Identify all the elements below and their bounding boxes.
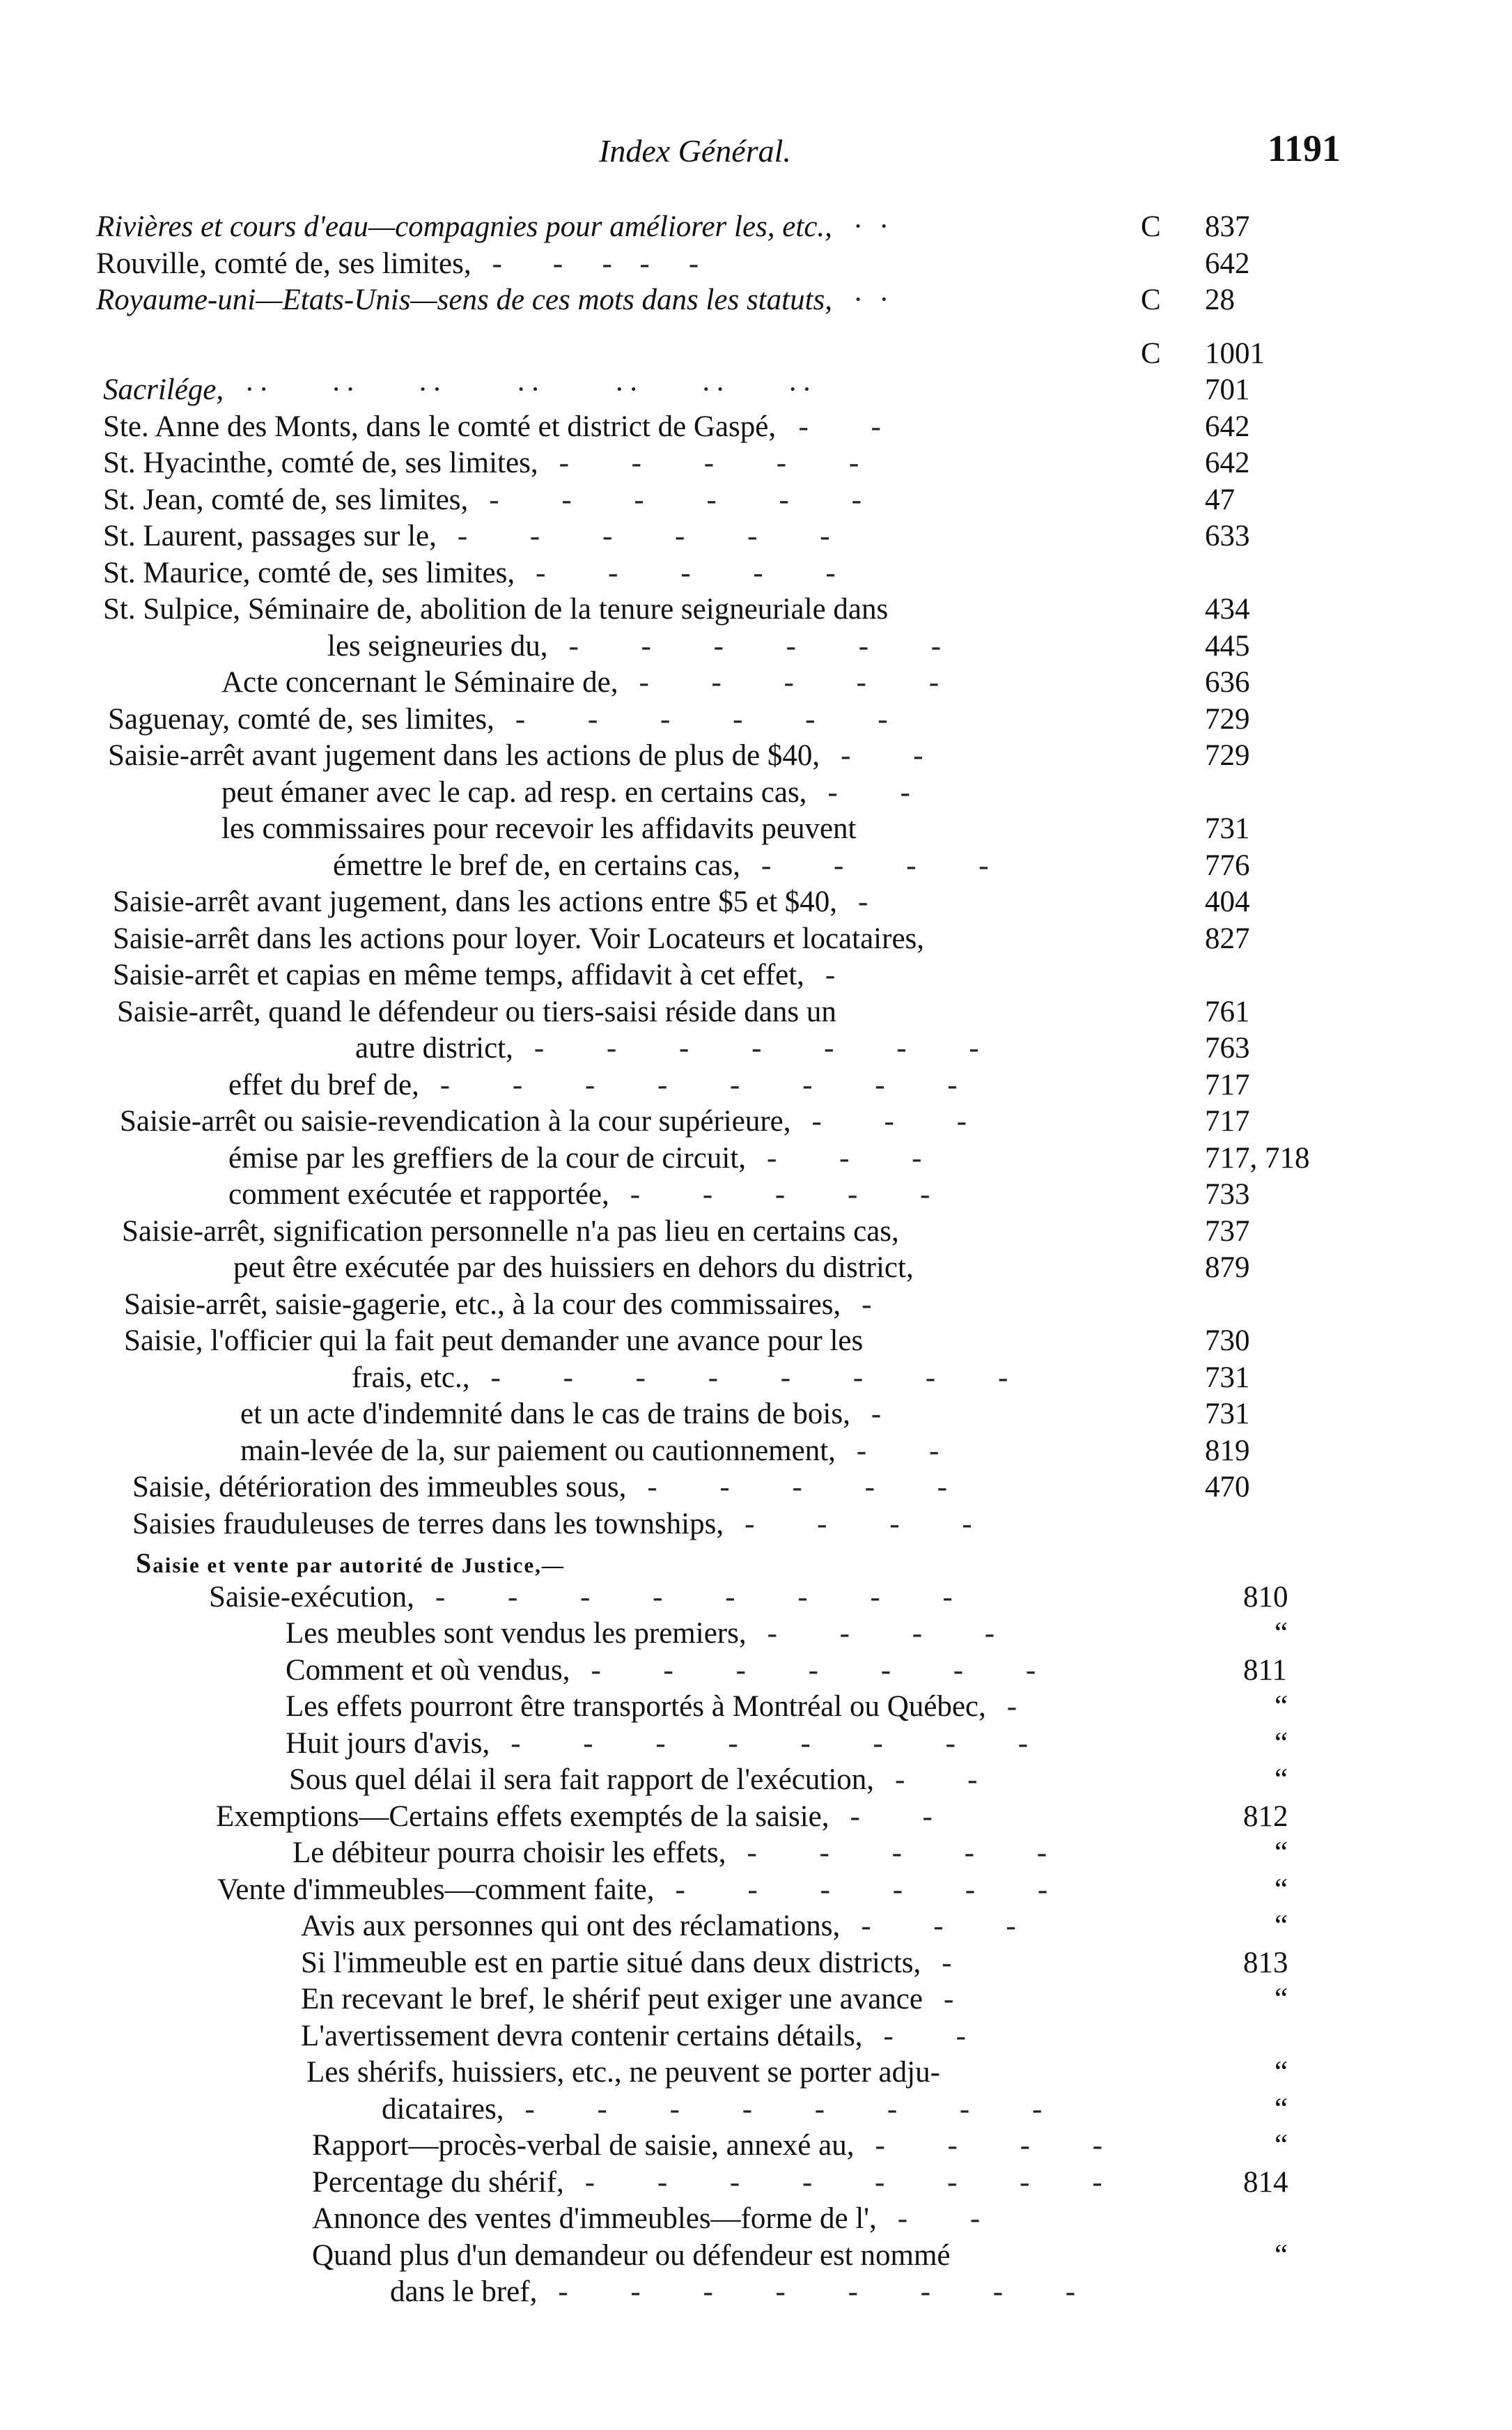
index-entry bbox=[0, 1689, 1512, 1726]
page-reference: “ bbox=[1275, 1836, 1288, 1869]
entry-text: autre district, bbox=[355, 1032, 513, 1065]
entry-text: En recevant le bref, le shérif peut exiger une avance bbox=[301, 1983, 923, 2015]
index-entry bbox=[0, 372, 1512, 409]
leader-dashes: · · bbox=[853, 284, 894, 316]
entry-text: Saisie-arrêt dans les actions pour loyer. Voir Locateurs et locataires, bbox=[113, 922, 925, 955]
volume-letter: C bbox=[1141, 210, 1161, 243]
page-reference: “ bbox=[1275, 1690, 1288, 1723]
index-entry bbox=[0, 336, 1512, 373]
index-entry bbox=[0, 1835, 1512, 1872]
index-entry bbox=[0, 518, 1512, 555]
page-reference: “ bbox=[1275, 2092, 1288, 2126]
page-reference: 633 bbox=[1205, 520, 1250, 552]
leader-dashes: - - - - - - - - bbox=[524, 2092, 1047, 2126]
index-entry bbox=[0, 2054, 1512, 2091]
leader-dashes: - bbox=[943, 1983, 958, 2015]
entry-text: Exemptions—Certains effets exemptés de la saisie, bbox=[216, 1800, 829, 1833]
index-entry bbox=[0, 1726, 1512, 1763]
leader-dashes: - - bbox=[850, 1800, 937, 1833]
leader-dashes: - bbox=[1006, 1690, 1022, 1723]
entry-text: Si l'immeuble est en partie situé dans deux districts, bbox=[301, 1946, 921, 1979]
page-reference: 642 bbox=[1205, 410, 1250, 443]
index-entry bbox=[0, 1542, 1512, 1579]
index-entry bbox=[0, 1908, 1512, 1945]
page-reference: 761 bbox=[1205, 995, 1250, 1028]
entry-text: et un acte d'indemnité dans le cas de trains de bois, bbox=[240, 1398, 850, 1430]
page-reference: 1001 bbox=[1205, 336, 1265, 370]
index-entry bbox=[0, 1360, 1512, 1397]
entry-text: Comment et où vendus, bbox=[286, 1653, 570, 1687]
leader-dashes: ·· ·· ·· ·· ·· ·· ·· bbox=[244, 373, 816, 406]
index-entry bbox=[0, 282, 1512, 319]
page-reference: 813 bbox=[1243, 1946, 1288, 1979]
entry-text: comment exécutée et rapportée, bbox=[228, 1178, 609, 1211]
entry-text: Huit jours d'avis, bbox=[286, 1726, 490, 1760]
entry-text: Acte concernant le Séminaire de, bbox=[221, 666, 618, 699]
index-entry bbox=[0, 319, 1512, 336]
index-entry bbox=[0, 1579, 1512, 1616]
leader-dashes: - - - - - bbox=[559, 447, 864, 479]
page-reference: 701 bbox=[1205, 373, 1250, 406]
index-entry bbox=[0, 1396, 1512, 1433]
entry-text: les seigneuries du, bbox=[327, 629, 548, 663]
index-entry bbox=[0, 848, 1512, 885]
leader-dashes: - - - bbox=[767, 1141, 926, 1175]
index-entry bbox=[0, 1030, 1512, 1067]
entry-text: Saisie-arrêt avant jugement, dans les actions entre $5 et $40, bbox=[113, 885, 838, 918]
entry-text: St. Sulpice, Séminaire de, abolition de la tenure seigneuriale dans bbox=[103, 593, 889, 626]
leader-dashes: - - bbox=[897, 2202, 985, 2235]
index-entry bbox=[0, 811, 1512, 848]
entry-text: Sous quel délai il sera fait rapport de l'exécution, bbox=[289, 1763, 875, 1796]
entry-text: St. Laurent, passages sur le, bbox=[103, 520, 437, 552]
page-reference: 717, 718 bbox=[1205, 1141, 1310, 1175]
leader-dashes: - - bbox=[856, 1434, 944, 1467]
entry-text: Vente d'immeubles—comment faite, bbox=[217, 1873, 655, 1906]
leader-dashes: - bbox=[871, 1398, 886, 1430]
leader-dashes: - - - - bbox=[745, 1507, 976, 1540]
entry-text: émettre le bref de, en certains cas, bbox=[333, 849, 740, 882]
leader-dashes: - - - - - - - bbox=[533, 1032, 983, 1065]
entry-text: Rivières et cours d'eau—compagnies pour améliorer les, etc., bbox=[96, 210, 832, 243]
index-entry bbox=[0, 665, 1512, 702]
entry-text: Le débiteur pourra choisir les effets, bbox=[293, 1836, 726, 1869]
leader-dashes: - - bbox=[841, 739, 928, 772]
entry-text: Saisie-arrêt ou saisie-revendication à la cour supérieure, bbox=[120, 1105, 791, 1138]
leader-dashes: - - - - - - - - bbox=[435, 1580, 957, 1613]
index-entry bbox=[0, 921, 1512, 958]
index-entry bbox=[0, 1506, 1512, 1543]
index-entries bbox=[0, 209, 1512, 2311]
page-reference: 717 bbox=[1205, 1105, 1250, 1138]
page-reference: 729 bbox=[1205, 739, 1250, 772]
index-entry bbox=[0, 2018, 1512, 2055]
leader-dashes: - - - - - bbox=[647, 1471, 951, 1503]
entry-text: Rapport—procès-verbal de saisie, annexé au, bbox=[312, 2129, 855, 2162]
page-reference: 404 bbox=[1205, 885, 1250, 918]
leader-dashes: - - - - bbox=[761, 849, 993, 882]
entry-text: Rouville, comté de, ses limites, bbox=[96, 247, 471, 280]
leader-dashes: - - - - - - - - bbox=[439, 1068, 962, 1101]
index-entry bbox=[0, 1616, 1512, 1653]
index-entry bbox=[0, 209, 1512, 246]
page-reference: 811 bbox=[1243, 1653, 1287, 1687]
page-reference: 642 bbox=[1205, 247, 1250, 280]
page-reference: 28 bbox=[1205, 284, 1235, 316]
leader-dashes: - - - bbox=[861, 1910, 1020, 1942]
page-reference: “ bbox=[1275, 1763, 1288, 1796]
index-entry bbox=[0, 1469, 1512, 1506]
entry-text: Royaume-uni—Etats-Unis—sens de ces mots dans les statuts, bbox=[96, 284, 833, 316]
index-entry bbox=[0, 702, 1512, 738]
index-entry bbox=[0, 2128, 1512, 2165]
entry-text: Saisie, détérioration des immeubles sous, bbox=[132, 1471, 627, 1503]
index-entry bbox=[0, 555, 1512, 592]
leader-dashes: - - bbox=[895, 1763, 982, 1796]
leader-dashes: - - - - - - - - bbox=[490, 1361, 1013, 1394]
index-entry bbox=[0, 1872, 1512, 1909]
leader-dashes: - - bbox=[827, 775, 914, 809]
page-reference: 47 bbox=[1205, 483, 1235, 516]
index-entry bbox=[0, 2165, 1512, 2201]
entry-text: Quand plus d'un demandeur ou défendeur est nommé bbox=[312, 2238, 951, 2272]
page-reference: 776 bbox=[1205, 849, 1250, 882]
page-title: Index Général. bbox=[599, 133, 791, 169]
entry-text: Les effets pourront être transportés à Montréal ou Québec, bbox=[286, 1690, 986, 1723]
leader-dashes: - - bbox=[883, 2019, 970, 2052]
index-entry bbox=[0, 1981, 1512, 2018]
entry-text: peut émaner avec le cap. ad resp. en certains cas, bbox=[221, 775, 807, 809]
page-reference: 445 bbox=[1205, 629, 1250, 663]
page-reference: 717 bbox=[1205, 1068, 1250, 1101]
page-reference: “ bbox=[1275, 1983, 1288, 2015]
index-entry bbox=[0, 1323, 1512, 1360]
entry-text: effet du bref de, bbox=[228, 1068, 419, 1101]
page-reference: 827 bbox=[1205, 922, 1250, 955]
leader-dashes: - - - - - - bbox=[675, 1873, 1052, 1906]
page-reference: “ bbox=[1275, 2056, 1288, 2089]
index-entry bbox=[0, 738, 1512, 775]
index-entry bbox=[0, 2091, 1512, 2128]
entry-text: Saisie-arrêt, signification personnelle n'a pas lieu en certains cas, bbox=[122, 1214, 899, 1248]
leader-dashes: - bbox=[858, 885, 873, 918]
leader-dashes: - - - - - - bbox=[568, 629, 946, 663]
entry-text: Saisie, l'officier qui la fait peut demander une avance pour les bbox=[124, 1324, 864, 1357]
page-reference: 812 bbox=[1243, 1800, 1288, 1833]
page-reference: “ bbox=[1275, 2129, 1288, 2162]
leader-dashes: - - - - - - - - bbox=[511, 1726, 1033, 1760]
index-entry bbox=[0, 1945, 1512, 1982]
index-entry bbox=[0, 591, 1512, 628]
page-reference: 819 bbox=[1205, 1434, 1250, 1467]
leader-dashes: - - - - - bbox=[630, 1178, 935, 1211]
leader-dashes: - - - - - - - - bbox=[584, 2165, 1107, 2199]
leader-dashes: - - - - bbox=[875, 2129, 1107, 2162]
page-reference: 636 bbox=[1205, 666, 1250, 699]
entry-text: Saisie-arrêt, saisie-gagerie, etc., à la cour des commissaires, bbox=[124, 1287, 841, 1321]
page-reference: “ bbox=[1275, 1726, 1288, 1760]
leader-dashes: - - - - - - - bbox=[591, 1653, 1041, 1687]
page-reference: “ bbox=[1275, 1910, 1288, 1942]
entry-text: peut être exécutée par des huissiers en dehors du district, bbox=[233, 1251, 914, 1284]
index-entry bbox=[0, 2274, 1512, 2311]
index-entry bbox=[0, 1433, 1512, 1470]
entry-text: Percentage du shérif, bbox=[312, 2165, 564, 2199]
index-entry bbox=[0, 445, 1512, 482]
entry-text: Saisie-arrêt avant jugement dans les actions de plus de $40, bbox=[108, 739, 820, 772]
volume-letter: C bbox=[1141, 284, 1161, 316]
entry-text: Saisie-exécution, bbox=[209, 1580, 414, 1613]
entry-text: Saisie et vente par autorité de Justice,— bbox=[136, 1547, 565, 1579]
page-reference: “ bbox=[1275, 1617, 1288, 1650]
page-reference: 763 bbox=[1205, 1032, 1250, 1065]
entry-text: Ste. Anne des Monts, dans le comté et district de Gaspé, bbox=[103, 410, 777, 443]
page-reference: 642 bbox=[1205, 447, 1250, 479]
leader-dashes: - - - - - bbox=[492, 247, 703, 280]
page-reference: 733 bbox=[1205, 1178, 1250, 1211]
page-number: 1191 bbox=[1268, 127, 1341, 169]
entry-text: Saisie-arrêt, quand le défendeur ou tiers-saisi réside dans un bbox=[117, 995, 836, 1028]
index-entry bbox=[0, 1287, 1512, 1324]
leader-dashes: - - bbox=[798, 410, 885, 443]
running-header bbox=[0, 127, 1512, 181]
page-reference: “ bbox=[1275, 1873, 1288, 1906]
page-reference: 837 bbox=[1205, 210, 1250, 243]
page-reference: 730 bbox=[1205, 1324, 1250, 1357]
page-reference: 737 bbox=[1205, 1214, 1250, 1248]
entry-text: Avis aux personnes qui ont des réclamations, bbox=[301, 1910, 841, 1942]
index-entry bbox=[0, 482, 1512, 519]
leader-dashes: - - - - bbox=[767, 1617, 999, 1650]
entry-text: Les shérifs, huissiers, etc., ne peuvent se porter adju- bbox=[306, 2056, 940, 2089]
leader-dashes: - - - - - - bbox=[489, 483, 866, 516]
page-reference: 810 bbox=[1243, 1580, 1288, 1613]
page-reference: 731 bbox=[1205, 1398, 1250, 1430]
page-reference: 731 bbox=[1205, 812, 1250, 845]
index-entry bbox=[0, 1177, 1512, 1214]
index-entry bbox=[0, 884, 1512, 921]
index-entry bbox=[0, 1067, 1512, 1104]
index-entry bbox=[0, 1653, 1512, 1689]
entry-text: St. Jean, comté de, ses limites, bbox=[103, 483, 469, 516]
page-reference: 470 bbox=[1205, 1471, 1250, 1503]
entry-text: St. Maurice, comté de, ses limites, bbox=[103, 556, 515, 589]
entry-text: main-levée de la, sur paiement ou cautionnement, bbox=[240, 1434, 836, 1467]
index-entry bbox=[0, 1250, 1512, 1287]
leader-dashes: - bbox=[862, 1287, 876, 1321]
entry-text: Saguenay, comté de, ses limites, bbox=[108, 702, 494, 736]
index-entry bbox=[0, 994, 1512, 1031]
page-reference: “ bbox=[1275, 2238, 1288, 2272]
entry-text: Les meubles sont vendus les premiers, bbox=[286, 1617, 747, 1650]
entry-text: émise par les greffiers de la cour de circuit, bbox=[228, 1141, 747, 1175]
index-entry bbox=[0, 1104, 1512, 1140]
leader-dashes: · · bbox=[852, 210, 894, 243]
entry-text: Saisie-arrêt et capias en même temps, affidavit à cet effet, bbox=[113, 959, 804, 991]
leader-dashes: - - - - - - - - bbox=[558, 2275, 1080, 2308]
leader-dashes: - - - - - - bbox=[457, 520, 834, 552]
index-entry bbox=[0, 957, 1512, 994]
entry-text: frais, etc., bbox=[352, 1361, 470, 1394]
index-entry bbox=[0, 1140, 1512, 1177]
index-entry bbox=[0, 775, 1512, 812]
entry-text: dicataires, bbox=[382, 2092, 504, 2126]
page-reference: 434 bbox=[1205, 593, 1250, 626]
index-entry bbox=[0, 1214, 1512, 1251]
entry-text: Sacrilége, bbox=[103, 373, 224, 406]
index-entry bbox=[0, 2201, 1512, 2238]
leader-dashes: - - - - - bbox=[747, 1836, 1052, 1869]
leader-dashes: - - - - - bbox=[536, 556, 840, 589]
index-entry bbox=[0, 1799, 1512, 1836]
leader-dashes: - - - - - - bbox=[515, 702, 892, 736]
page-reference: 814 bbox=[1243, 2165, 1288, 2199]
page-reference: 729 bbox=[1205, 702, 1250, 736]
index-entry bbox=[0, 246, 1512, 283]
volume-letter: C bbox=[1141, 336, 1161, 370]
leader-dashes: - bbox=[942, 1946, 956, 1979]
entry-text: L'avertissement devra contenir certains détails, bbox=[301, 2019, 863, 2052]
index-entry bbox=[0, 628, 1512, 665]
leader-dashes: - - - bbox=[811, 1105, 971, 1138]
entry-text: dans le bref, bbox=[390, 2275, 538, 2308]
index-entry bbox=[0, 1762, 1512, 1799]
entry-text: Saisies frauduleuses de terres dans les townships, bbox=[132, 1507, 724, 1540]
entry-text: Annonce des ventes d'immeubles—forme de l', bbox=[312, 2202, 877, 2235]
leader-dashes: - - - - - bbox=[639, 666, 944, 699]
index-entry bbox=[0, 409, 1512, 446]
leader-dashes: - bbox=[825, 959, 840, 991]
page-reference: 731 bbox=[1205, 1361, 1250, 1394]
index-entry bbox=[0, 2238, 1512, 2275]
entry-text: les commissaires pour recevoir les affidavits peuvent bbox=[221, 812, 857, 845]
entry-text: St. Hyacinthe, comté de, ses limites, bbox=[103, 447, 538, 479]
page-reference: 879 bbox=[1205, 1251, 1250, 1284]
